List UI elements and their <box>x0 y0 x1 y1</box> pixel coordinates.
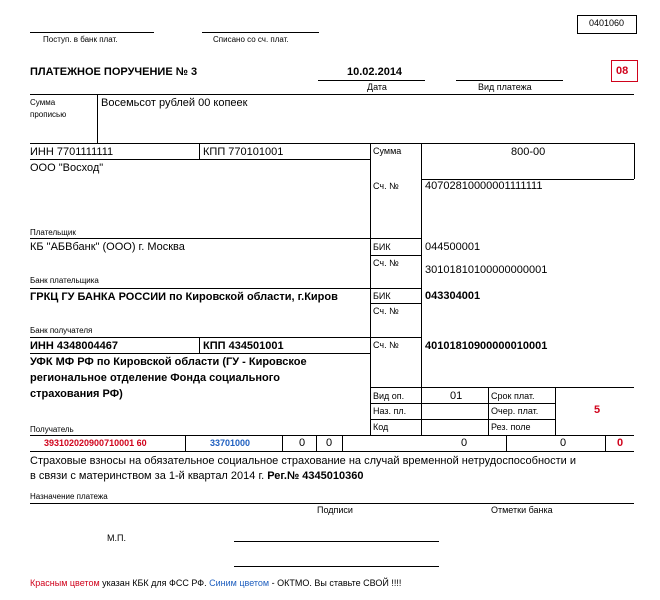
tax-divider-2 <box>282 435 283 451</box>
payer-bottom-line <box>30 238 421 239</box>
payer-inn: ИНН 7701111111 <box>30 146 114 158</box>
payment-date: 10.02.2014 <box>347 66 403 78</box>
payer-bank-bik: 044500001 <box>425 241 481 253</box>
tax-divider-4 <box>342 435 343 451</box>
note-mid-2: - ОКТМО. Вы ставьте СВОЙ !!!! <box>269 578 402 588</box>
priority-label: Очер. плат. <box>491 406 539 416</box>
codes-top-line <box>370 387 634 388</box>
payee-kpp: КПП 434501001 <box>203 340 284 352</box>
payer-bank-bottom-line <box>30 288 421 289</box>
tax-field-4: 0 <box>326 437 333 449</box>
payee-name-line2: региональное отделение Фонда социального <box>30 372 280 384</box>
payment-type-line <box>456 80 563 81</box>
purpose-reg-number: Рег.№ 4345010360 <box>267 470 364 482</box>
form-code: 0401060 <box>589 18 625 28</box>
payer-account: 40702810000001111111 <box>425 180 543 192</box>
payee-account: 40101810900000010001 <box>425 340 548 352</box>
payer-name: ООО "Восход" <box>30 162 104 174</box>
col-divider-main <box>370 143 371 435</box>
payer-bank-label: Банк плательщика <box>30 276 99 285</box>
payee-bank-name: ГРКЦ ГУ БАНКА РОССИИ по Кировской области, г.Киров <box>30 291 338 303</box>
purpose-bottom-line <box>30 503 634 504</box>
note-red-text: Красным цветом <box>30 578 100 588</box>
status-code: 08 <box>616 65 629 77</box>
tax-divider-5 <box>506 435 507 451</box>
codes-divider-1 <box>488 387 489 435</box>
footer-note <box>30 578 401 588</box>
amount-words-label-1: Сумма <box>30 98 56 107</box>
bank-marks-label: Отметки банка <box>491 505 553 515</box>
kbk-code: 393102020900710001 60 <box>44 438 147 448</box>
payee-inn-line <box>30 353 370 354</box>
payee-account-label: Сч. № <box>373 340 399 350</box>
form-top-line <box>30 94 634 95</box>
note-blue-text: Синим цветом <box>209 578 270 588</box>
signatures-label: Подписи <box>317 505 353 515</box>
payer-inn-kpp-divider <box>199 143 200 159</box>
payer-bank-corr: 30101810100000000001 <box>425 264 548 276</box>
payer-bank-bik-label: БИК <box>373 242 391 252</box>
date-line <box>318 80 425 81</box>
codes-divider-2 <box>555 387 556 435</box>
debited-line <box>202 32 319 33</box>
tax-divider-6 <box>605 435 606 451</box>
payer-kpp: КПП 770101001 <box>203 146 284 158</box>
payment-type-label: Вид платежа <box>478 82 532 92</box>
priority-value: 5 <box>594 404 601 416</box>
date-label: Дата <box>367 82 387 92</box>
signature-line-2 <box>234 566 439 567</box>
received-label: Поступ. в банк плат. <box>43 35 118 44</box>
col-divider-right-end <box>634 143 635 179</box>
purpose-code-label: Наз. пл. <box>373 406 407 416</box>
amount-words-value: Восемьсот рублей 00 копеек <box>101 97 248 109</box>
amount-words-label-2: прописью <box>30 110 67 119</box>
payer-bik-line <box>370 255 421 256</box>
payee-name-line1: УФК МФ РФ по Кировской области (ГУ - Кировское <box>30 356 307 368</box>
received-line <box>30 32 154 33</box>
tax-divider-3 <box>316 435 317 451</box>
payer-bank-corr-label: Сч. № <box>373 258 399 268</box>
codes-row-line-1 <box>370 403 556 404</box>
page-title: ПЛАТЕЖНОЕ ПОРУЧЕНИЕ № 3 <box>30 66 198 78</box>
tax-bottom-line <box>30 451 634 452</box>
codes-row-line-2 <box>370 419 556 420</box>
amount-value: 800-00 <box>511 146 546 158</box>
debited-label: Списано со сч. плат. <box>213 35 289 44</box>
col-divider-inner <box>421 143 422 435</box>
payee-bottom-line <box>30 435 634 436</box>
tax-field-3: 0 <box>299 437 306 449</box>
reserve-label: Рез. поле <box>491 422 531 432</box>
payer-inn-line <box>30 159 370 160</box>
purpose-label: Назначение платежа <box>30 492 108 501</box>
payee-bank-corr-label: Сч. № <box>373 306 399 316</box>
payee-bank-bik-label: БИК <box>373 291 391 301</box>
payee-bik-line <box>370 303 421 304</box>
pay-term-label: Срок плат. <box>491 391 535 401</box>
tax-divider-1 <box>185 435 186 451</box>
payer-bank-name: КБ "АБВбанк" (ООО) г. Москва <box>30 241 185 253</box>
purpose-line-1: Страховые взносы на обязательное социальное страхование на случай временной нетрудоспособности и <box>30 455 577 467</box>
tax-field-7: 0 <box>617 437 624 449</box>
payee-bank-bottom-line <box>30 337 421 338</box>
op-type-label: Вид оп. <box>373 391 405 401</box>
payer-label: Плательщик <box>30 228 76 237</box>
oktmo-code: 33701000 <box>210 438 251 448</box>
amount-label: Сумма <box>373 146 402 156</box>
payee-inn: ИНН 4348004467 <box>30 340 119 352</box>
purpose-line-2-text: в связи с материнством за 1-й квартал 2014 г. <box>30 470 268 482</box>
payee-bank-label: Банк получателя <box>30 326 93 335</box>
tax-field-6: 0 <box>560 437 567 449</box>
payee-label: Получатель <box>30 425 74 434</box>
purpose-line-2 <box>30 470 363 482</box>
tax-field-5: 0 <box>461 437 468 449</box>
payee-name-line3: страхования РФ) <box>30 388 123 400</box>
code-label: Код <box>373 422 389 432</box>
op-type-value: 01 <box>450 390 463 402</box>
payee-inn-kpp-divider <box>199 337 200 353</box>
stamp-label: М.П. <box>107 533 126 543</box>
amount-words-bottom-line <box>30 143 634 144</box>
amount-words-divider <box>97 94 98 143</box>
payee-bank-bik: 043304001 <box>425 290 481 302</box>
note-mid-1: указан КБК для ФСС РФ. <box>99 578 210 588</box>
signature-line-1 <box>234 541 439 542</box>
payer-account-label: Сч. № <box>373 181 399 191</box>
